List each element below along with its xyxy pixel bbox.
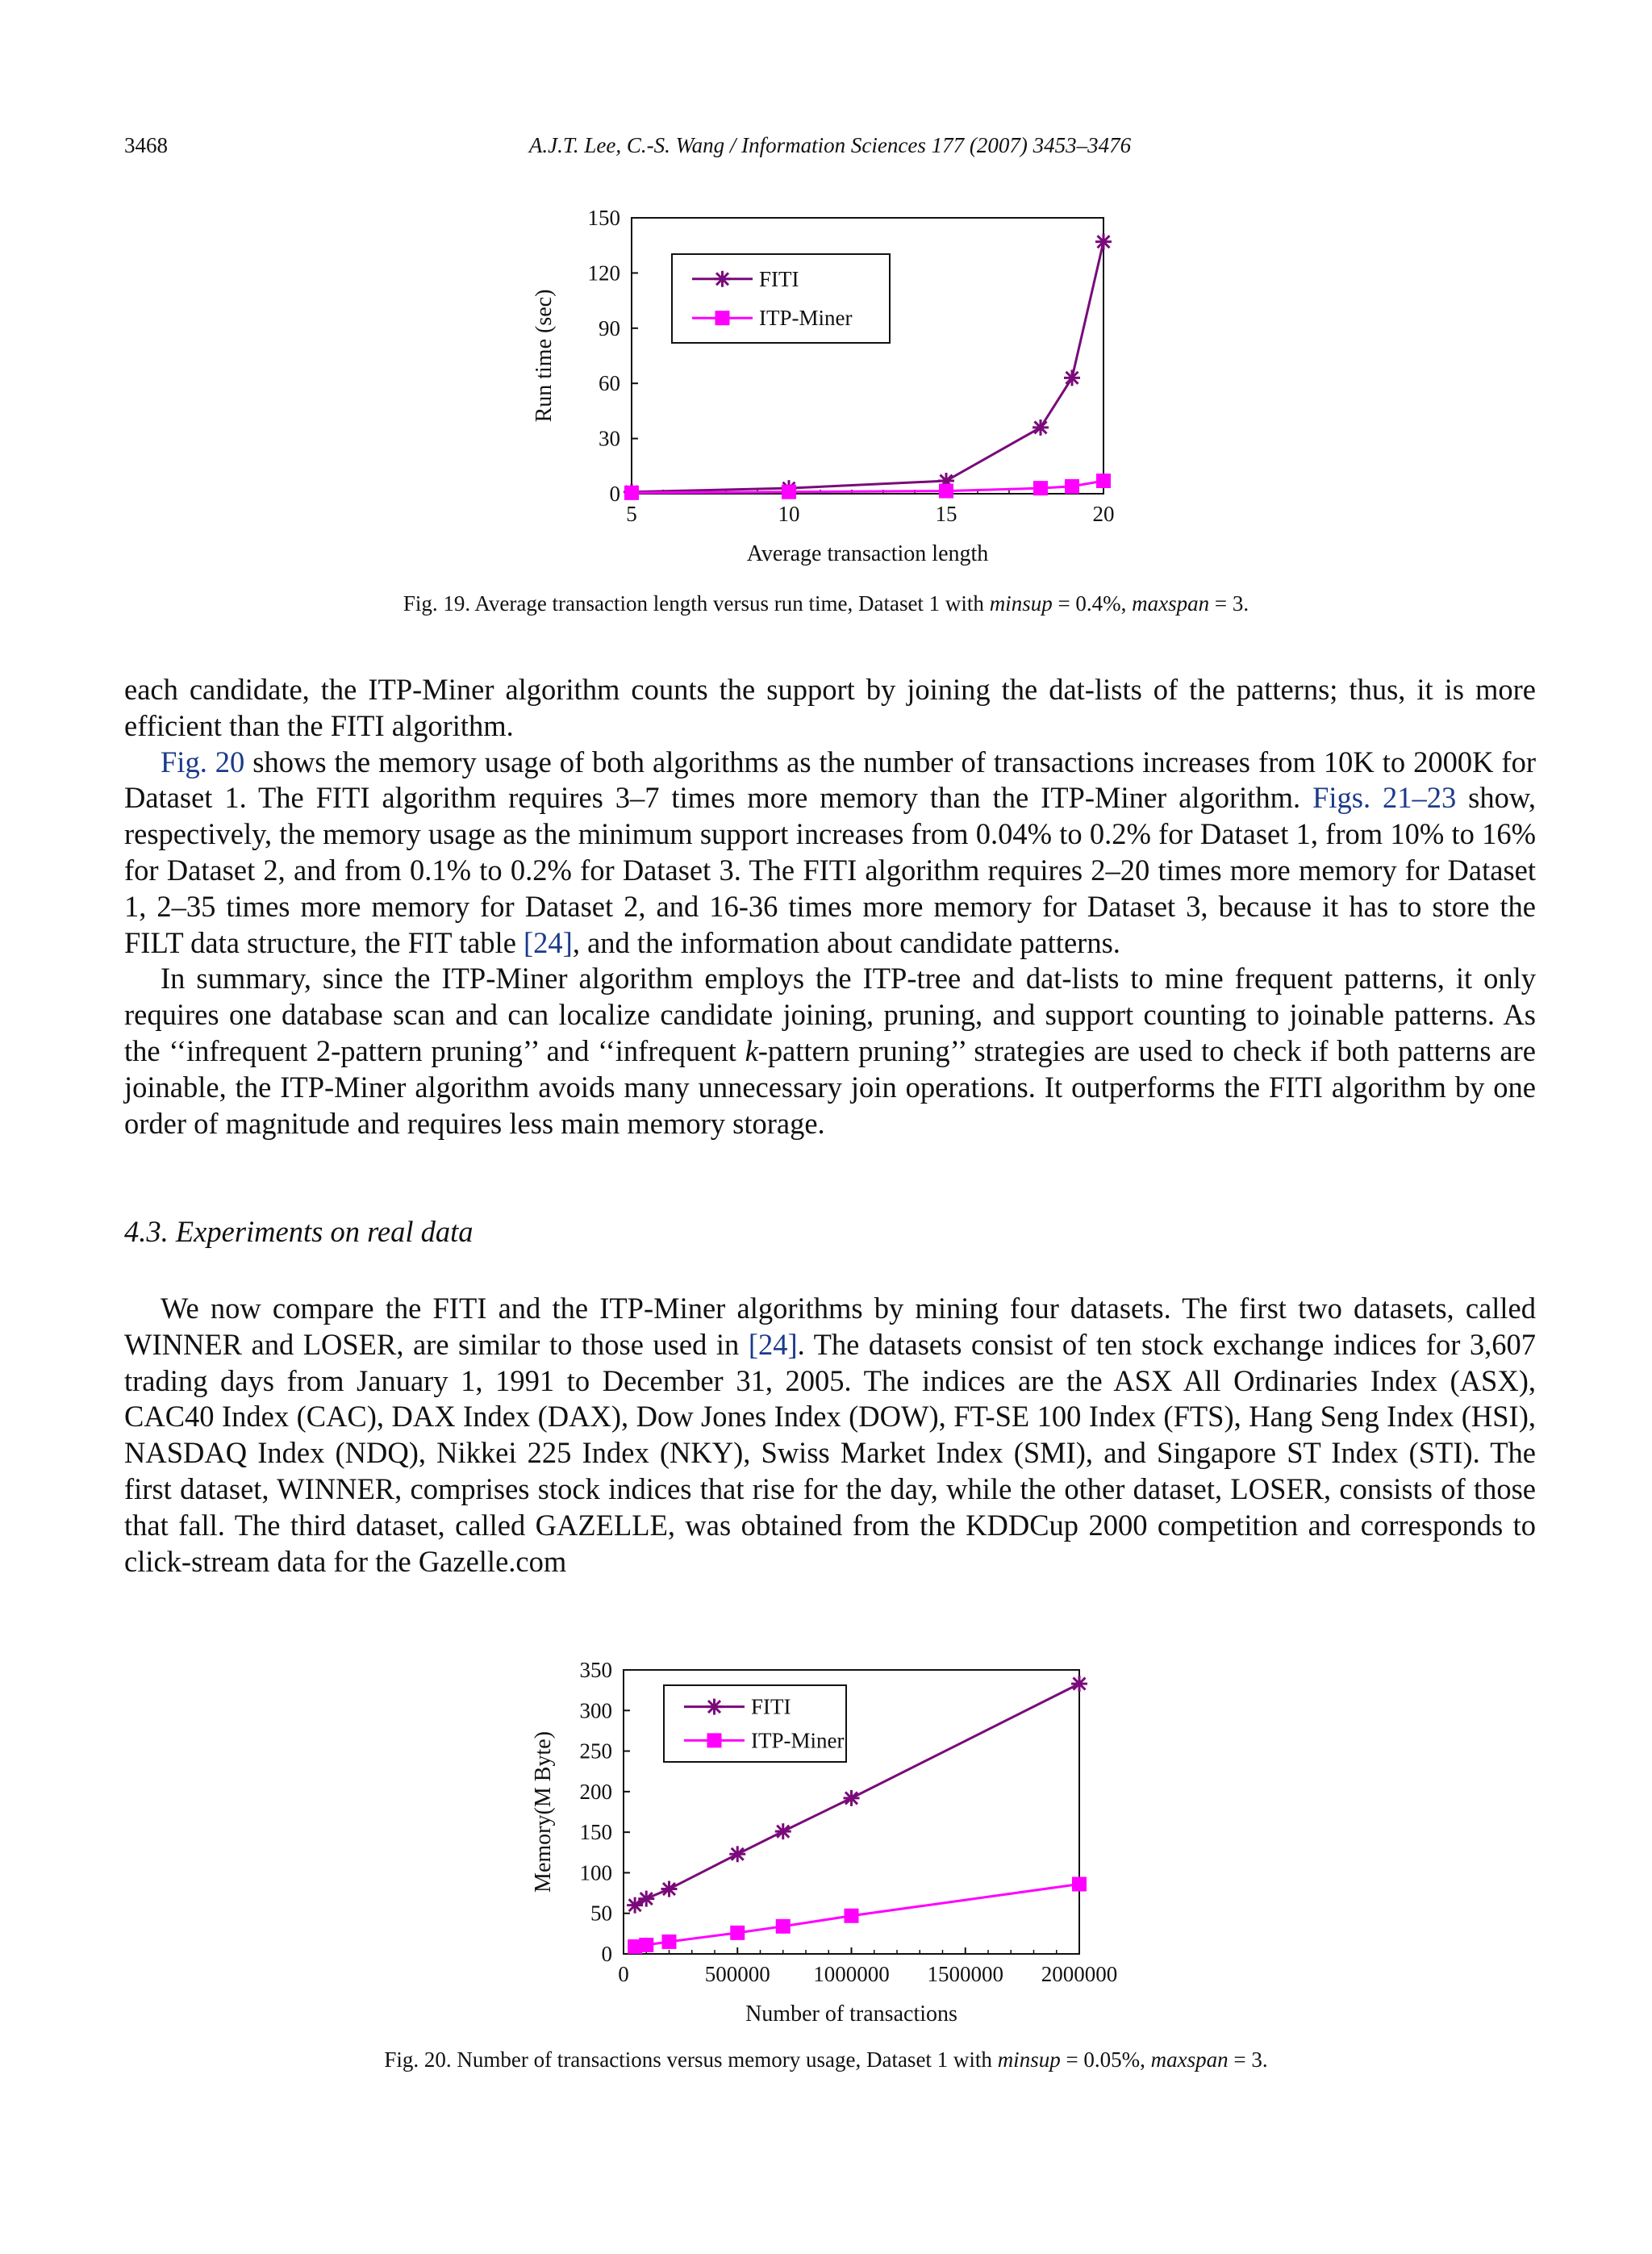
y-tick-label: 50 [590, 1901, 612, 1926]
data-point-itp-miner [624, 486, 639, 500]
section-title: 4.3. Experiments on real data [124, 1215, 473, 1248]
data-point-fiti [844, 1790, 860, 1806]
x-tick-label: 20 [1092, 502, 1115, 526]
legend-marker [707, 1733, 722, 1747]
x-tick-label: 500000 [704, 1962, 770, 1986]
x-axis-label: Average transaction length [746, 541, 989, 566]
data-point-itp-miner [1096, 474, 1111, 488]
x-tick-label: 15 [935, 502, 957, 526]
data-point-fiti [1095, 234, 1112, 250]
page-number: 3468 [124, 133, 168, 157]
legend-marker [715, 271, 731, 287]
y-tick-label: 90 [599, 315, 620, 340]
data-point-itp-miner [776, 1919, 791, 1934]
x-tick-label: 0 [618, 1962, 629, 1986]
data-point-fiti [638, 1891, 654, 1907]
paragraph: Fig. 20 shows the memory usage of both algorithms as the number of transactions increases from 10K to 2000K for Dataset 1. The FITI algorithm requires 3–7 times more memory than the ITP-Miner algorithm. Figs. 21–23 show, respectively, the memory usage as the minimum support increases from 0.04% to 0.2% for Dataset 1, from 10% to 16% for Dataset 2, and from 0.1% to 0.2% for Dataset 3. The FITI algorithm requires 2–20 times more memory for Dataset 1, 2–35 times more memory for Dataset 2, and 16-36 times more memory for Dataset 3, because it has to store the FILT data structure, the FIT table [24], and the information about candidate patterns. [124, 745, 1536, 959]
figure-20-chart [0, 1646, 1652, 2033]
y-tick-label: 0 [601, 1942, 612, 1966]
legend-marker [715, 311, 730, 325]
paragraph: In summary, since the ITP-Miner algorithm employs the ITP-tree and dat-lists to mine frequent patterns, it only requires one database scan and can localize candidate joining, pruning, and support counting to joinable patterns. As the ‘‘infrequent 2-pattern pruning’’ and ‘‘infrequent k-pattern pruning’’ strategies are used to check if both patterns are joinable, the ITP-Miner algorithm avoids many unnecessary join operations. It outperforms the FITI algorithm by one order of magnitude and requires less main memory storage. [124, 962, 1536, 1140]
y-axis-label: Run time (sec) [532, 289, 557, 423]
data-point-itp-miner [939, 484, 953, 499]
x-tick-label: 1000000 [813, 1962, 890, 1986]
data-point-fiti [1064, 369, 1080, 386]
y-tick-label: 100 [579, 1860, 612, 1885]
data-point-itp-miner [1033, 481, 1048, 495]
figure-19-caption: Fig. 19. Average transaction length versus run time, Dataset 1 with minsup = 0.4%, maxspan = 3. [403, 591, 1249, 616]
legend-marker [707, 1699, 723, 1715]
running-title: A.J.T. Lee, C.-S. Wang / Information Sciences 177 (2007) 3453–3476 [528, 133, 1132, 157]
data-point-itp-miner [662, 1935, 677, 1949]
citation-24-link[interactable]: [24] [524, 925, 573, 959]
page-header [124, 133, 1536, 165]
x-tick-label: 5 [626, 502, 637, 526]
y-tick-label: 120 [587, 261, 620, 286]
y-tick-label: 0 [609, 482, 620, 506]
data-point-itp-miner [782, 485, 796, 499]
y-axis-label: Memory(M Byte) [531, 1731, 556, 1893]
data-point-itp-miner [1065, 479, 1079, 494]
legend-label: ITP-Miner [751, 1728, 845, 1753]
y-tick-label: 30 [599, 426, 620, 451]
citation-24-link[interactable]: [24] [748, 1327, 798, 1361]
fig-20-link[interactable]: Fig. 20 [161, 745, 245, 778]
y-tick-label: 200 [579, 1779, 612, 1804]
data-point-fiti [729, 1846, 745, 1862]
data-point-fiti [1071, 1676, 1087, 1692]
x-tick-label: 1500000 [927, 1962, 1003, 1986]
body-text-upper [124, 672, 1536, 1142]
data-point-fiti [661, 1881, 678, 1897]
y-tick-label: 60 [599, 371, 620, 396]
legend-label: FITI [751, 1694, 791, 1719]
y-tick-label: 150 [579, 1820, 612, 1845]
data-point-itp-miner [730, 1926, 745, 1940]
y-tick-label: 250 [579, 1739, 612, 1764]
x-axis-label: Number of transactions [745, 2001, 957, 2027]
paragraph: each candidate, the ITP-Miner algorithm counts the support by joining the dat-lists of the patterns; thus, it is more efficient than the FITI algorithm. [124, 673, 1536, 742]
y-tick-label: 300 [579, 1698, 612, 1723]
figs-21-23-link[interactable]: Figs. 21–23 [1312, 781, 1457, 815]
x-tick-label: 2000000 [1041, 1962, 1118, 1986]
x-tick-label: 10 [778, 502, 800, 526]
legend-label: FITI [759, 266, 799, 291]
y-tick-label: 150 [587, 206, 620, 230]
legend-label: ITP-Miner [759, 306, 853, 331]
data-point-fiti [775, 1823, 791, 1839]
y-tick-label: 350 [579, 1658, 612, 1682]
figure-20-caption: Fig. 20. Number of transactions versus memory usage, Dataset 1 with minsup = 0.05%, maxspan = 3. [384, 2047, 1268, 2072]
body-text-lower [124, 1291, 1536, 1580]
paragraph: We now compare the FITI and the ITP-Miner algorithms by mining four datasets. The first two datasets, called WINNER and LOSER, are similar to those used in [24]. The datasets consist of ten stock exchange indices for 3,607 trading days from January 1, 1991 to December 31, 2005. The indices are the ASX All Ordinaries Index (ASX), CAC40 Index (CAC), DAX Index (DAX), Dow Jones Index (DOW), FT-SE 100 Index (FTS), Hang Seng Index (HSI), NASDAQ Index (NDQ), Nikkei 225 Index (NKY), Swiss Market Index (SMI), and Singapore ST Index (STI). The first dataset, WINNER, comprises stock indices that rise for the day, while the other dataset, LOSER, consists of those that fall. The third dataset, called GAZELLE, was obtained from the KDDCup 2000 competition and corresponds to click-stream data for the Gazelle.com [124, 1292, 1537, 1578]
data-point-itp-miner [845, 1909, 859, 1923]
figure-19-chart [0, 202, 1652, 581]
data-point-itp-miner [1072, 1877, 1087, 1892]
data-point-itp-miner [639, 1938, 653, 1952]
data-point-fiti [1032, 419, 1049, 436]
